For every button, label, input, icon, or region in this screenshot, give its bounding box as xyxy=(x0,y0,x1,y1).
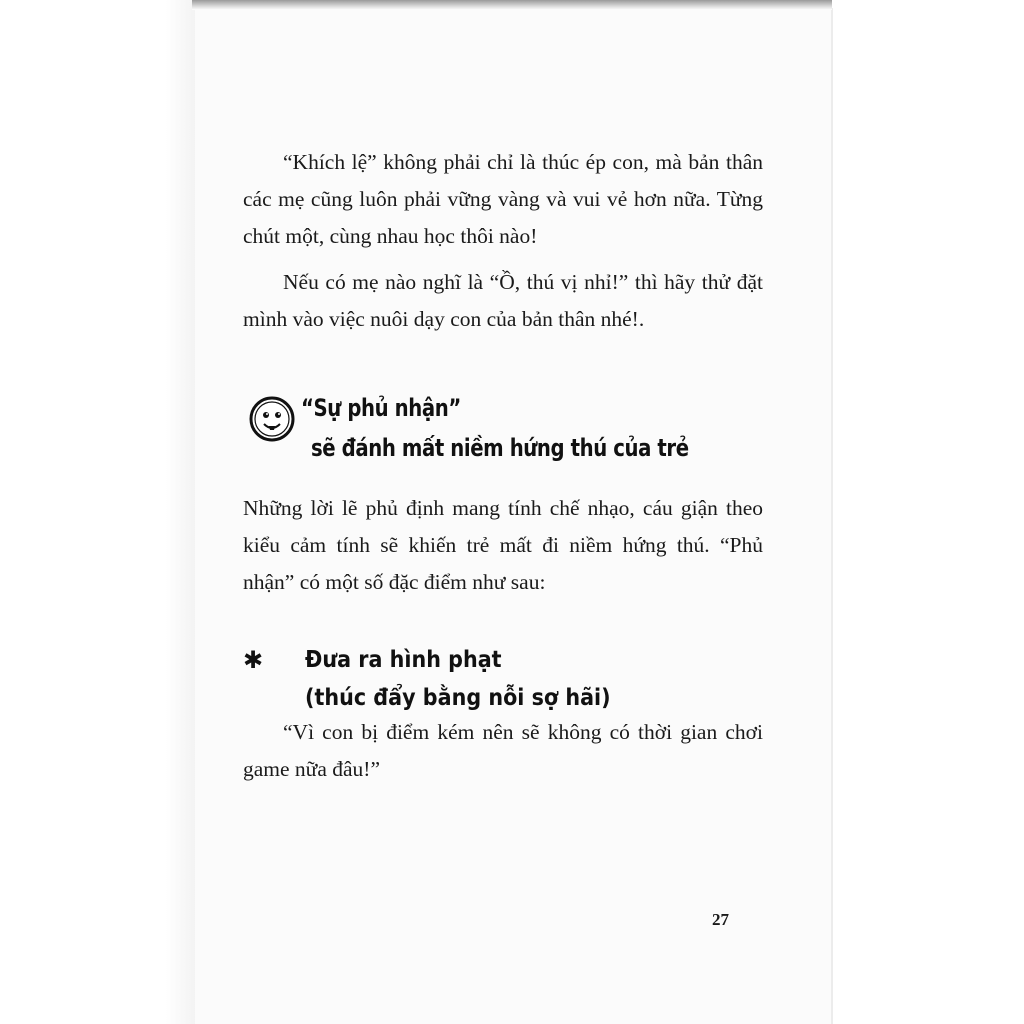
section-heading xyxy=(243,390,703,470)
paragraph-negation: Những lời lẽ phủ định mang tính chế nhạo, cáu giận theo kiểu cảm tính sẽ khiến trẻ mất đi niềm hứng thú. “Phủ nhận” có một số đặc điểm như sau: xyxy=(243,496,763,594)
cartoon-face-icon xyxy=(249,396,295,442)
page-number: 27 xyxy=(712,910,729,929)
paragraph-encouragement: “Khích lệ” không phải chỉ là thúc ép con, mà bản thân các mẹ cũng luôn phải vững vàng và vui vẻ hơn nữa. Từng chút một, cùng nhau học thôi nào! xyxy=(243,150,763,248)
paragraph-try-it: Nếu có mẹ nào nghĩ là “Ồ, thú vị nhỉ!” thì hãy thử đặt mình vào việc nuôi dạy con của bản thân nhé!. xyxy=(243,270,763,331)
sub-heading-line-1: Đưa ra hình phạt xyxy=(305,647,502,673)
heading-line-2: sẽ đánh mất niềm hứng thú của trẻ xyxy=(311,434,689,462)
sub-heading-line-2: (thúc đẩy bằng nỗi sợ hãi) xyxy=(305,685,611,711)
heading-line-1: “Sự phủ nhận” xyxy=(301,394,461,422)
page-top-edge xyxy=(192,0,832,10)
asterisk-bullet: ✱ xyxy=(243,646,264,674)
paragraph-quote: “Vì con bị điểm kém nên sẽ không có thời gian chơi game nữa đâu!” xyxy=(243,720,763,781)
background-left xyxy=(0,0,195,1024)
